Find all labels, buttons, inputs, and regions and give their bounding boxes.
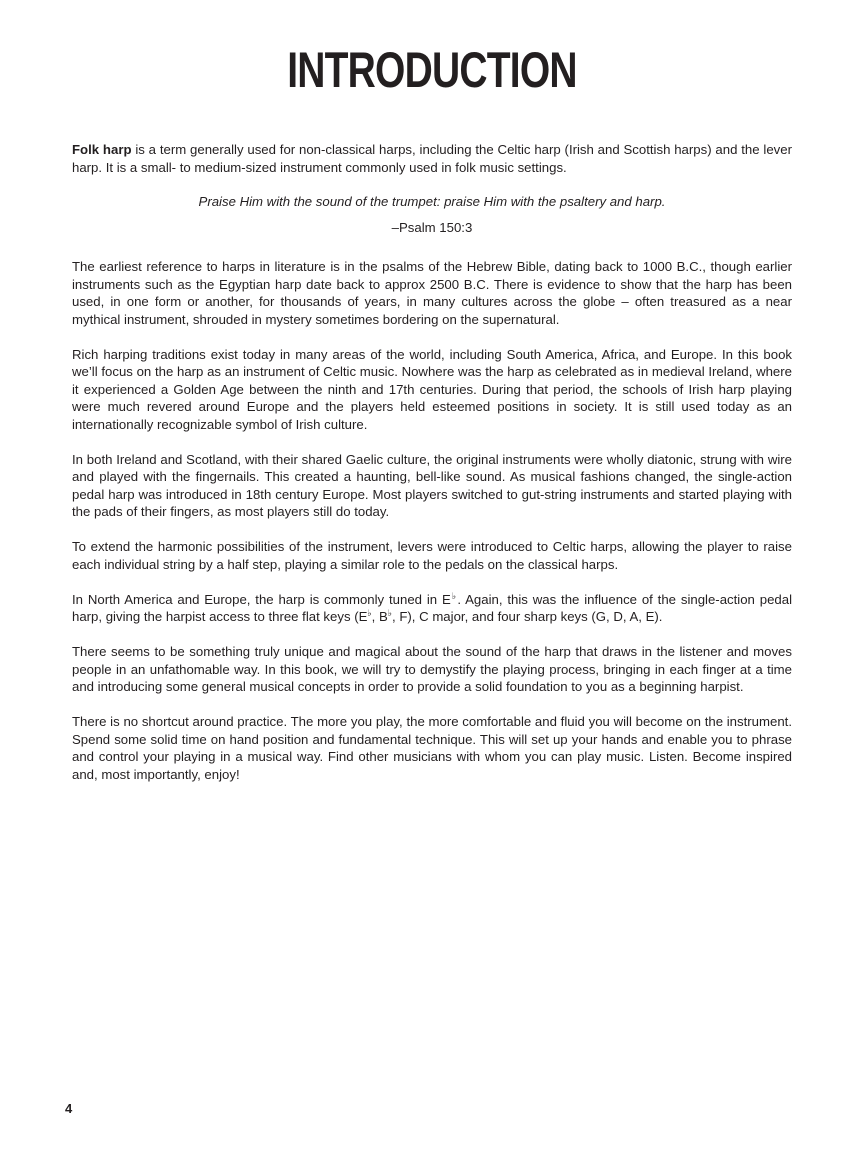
paragraph-levers: To extend the harmonic possibilities of the instrument, levers were introduced to Celtic harps, allowing the player to raise each individual string by a half step, playing a similar role to the pedals on the classical harps.	[72, 539, 792, 572]
paragraph-traditions: Rich harping traditions exist today in many areas of the world, including South America, Africa, and Europe. In this book we’ll focus on the harp as an instrument of Celtic music. Nowhere was the harp as celebrated as in medieval Ireland, where it experienced a Golden Age between the ninth and 17th centuries. During that period, the schools of Irish harp playing were much revered around Europe and the players held esteemed positions in society. It is still used today as an internationally recognizable symbol of Irish culture.	[72, 346, 792, 432]
paragraph-magic: There seems to be something truly unique and magical about the sound of the harp that draws in the listener and moves people in an unfathomable way. In this book, we will try to demystify the playing process, bringing in each finger at a time and introducing some general musical concepts in order to provide a solid foundation to you as a beginning harpist.	[72, 644, 792, 694]
intro-term: Folk harp	[72, 142, 132, 157]
paragraph-history: The earliest reference to harps in literature is in the psalms of the Hebrew Bible, dating back to 1000 B.C., though earlier instruments such as the Egyptian harp date back to approx 2500 B.C. There is evidence to show that the harp has been used, in one form or another, for thousands of years, in many cultures across the globe – often treasured as a near mythical instrument, shrouded in mystery sometimes bordering on the supernatural.	[72, 259, 792, 327]
paragraph-tuning: In North America and Europe, the harp is commonly tuned in E♭. Again, this was the influence of the single-action pedal harp, giving the harpist access to three flat keys (E♭, B♭, F), C major, and four sharp keys (G, D, A, E).	[72, 590, 792, 624]
flat-symbol: ♭	[367, 608, 372, 618]
flat-symbol: ♭	[450, 590, 458, 601]
intro-paragraph	[72, 141, 792, 176]
paragraph-practice: There is no shortcut around practice. The more you play, the more comfortable and fluid you will become on the instrument. Spend some solid time on hand position and fundamental technique. This will set up your hands and enable you to phrase and control your playing in a musical way. Find other musicians with whom you can play music. Listen. Become inspired and, most importantly, enjoy!	[72, 714, 792, 782]
paragraph-ireland-scotland: In both Ireland and Scotland, with their shared Gaelic culture, the original instruments were wholly diatonic, strung with wire and played with the fingernails. This created a haunting, bell-like sound. As musical fashions changed, the single-action pedal harp was introduced in 18th century Europe. Most players switched to gut-string instruments and started playing with the pads of their fingers, as most players still do today.	[72, 451, 792, 519]
intro-definition: is a term generally used for non-classical harps, including the Celtic harp (Irish and Scottish harps) and the lever harp. It is a small- to medium-sized instrument commonly used in folk music settings.	[72, 142, 792, 175]
page-number: 4	[65, 1101, 73, 1116]
epigraph-attribution: –Psalm 150:3	[391, 219, 473, 235]
epigraph-quote: Praise Him with the sound of the trumpet: praise Him with the psaltery and harp.	[198, 194, 666, 209]
body-text	[72, 141, 792, 801]
page-title: INTRODUCTION	[287, 42, 577, 98]
flat-symbol: ♭	[387, 608, 393, 618]
